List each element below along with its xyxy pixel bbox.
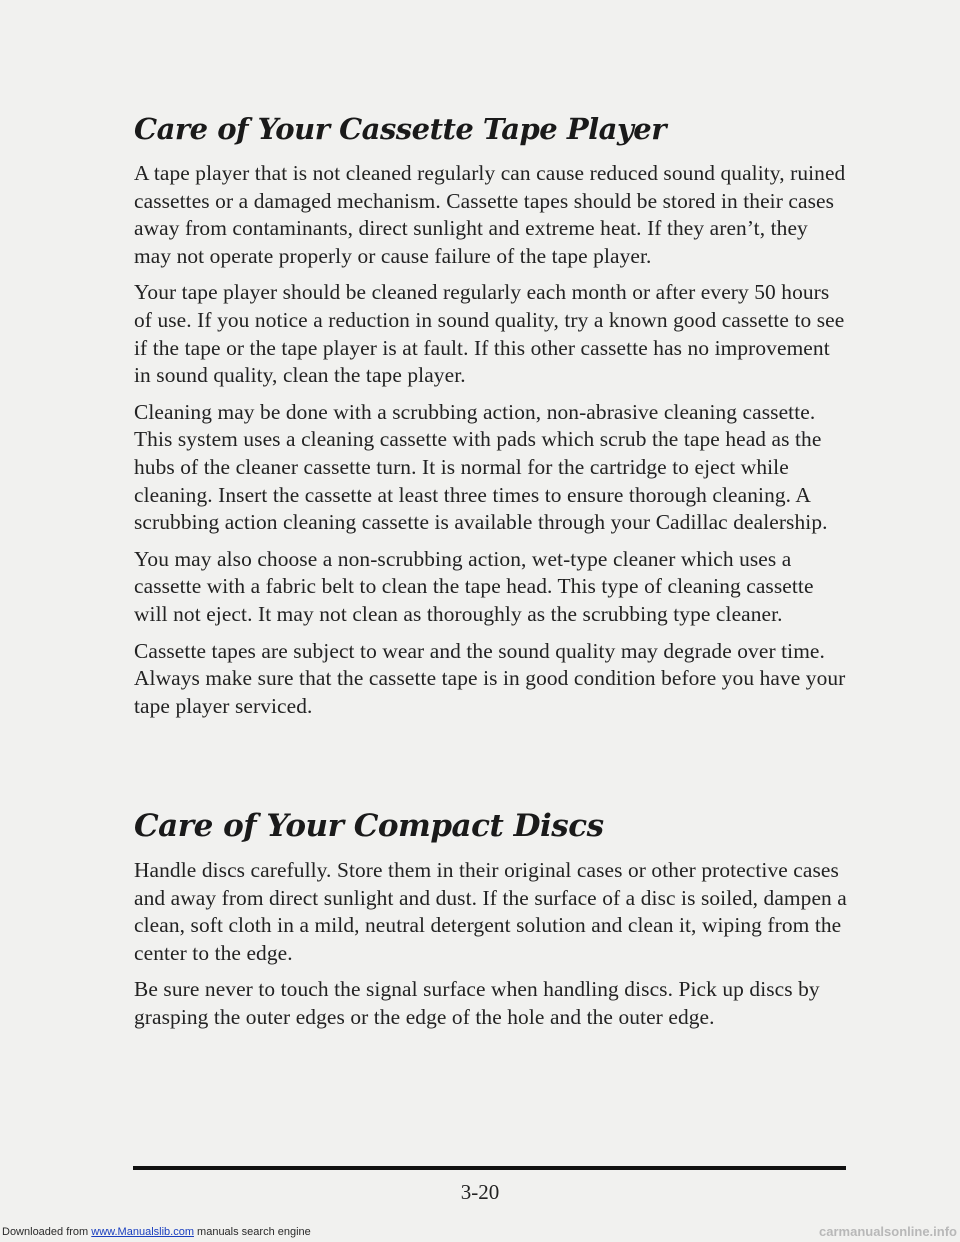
manualslib-link[interactable]: www.Manualslib.com bbox=[91, 1226, 194, 1238]
section-title-compact-disc-care: Care of Your Compact Discs bbox=[134, 808, 604, 844]
download-credit-suffix: manuals search engine bbox=[193, 1226, 311, 1238]
paragraph: You may also choose a non-scrubbing action, wet-type cleaner which uses a cassette with a fabric belt to clean the tape head. This type of cleaning cassette will not eject. It may not clean as thoroughly as the scrubbing type cleaner. bbox=[134, 546, 814, 626]
footer-divider bbox=[133, 1166, 846, 1170]
download-credit-prefix: Downloaded from bbox=[2, 1226, 92, 1238]
watermark: carmanualsonline.info bbox=[819, 1224, 957, 1239]
section-body-compact-disc-care bbox=[134, 857, 850, 1041]
paragraph: Be sure never to touch the signal surface when handling discs. Pick up discs by grasping the outer edges or the edge of the hole and the outer edge. bbox=[134, 977, 820, 1029]
paragraph: A tape player that is not cleaned regularly can cause reduced sound quality, ruined cassettes or a damaged mechanism. Cassette tapes should be stored in their cases away from contaminants, direct sunlight and extreme heat. If they aren’t, they may not operate properly or cause failure of the tape player. bbox=[134, 161, 846, 268]
section-title-cassette-care: Care of Your Cassette Tape Player bbox=[134, 112, 667, 146]
paragraph: Your tape player should be cleaned regularly each month or after every 50 hours of use. If you notice a reduction in sound quality, try a known good cassette to see if the tape or the tape player is at fault. If this other cassette has no improvement in sound quality, clean the tape player. bbox=[134, 280, 845, 388]
paragraph: Cassette tapes are subject to wear and the sound quality may degrade over time. Always make sure that the cassette tape is in good condition before you have your tape player serviced. bbox=[134, 638, 846, 718]
section-body-cassette-care bbox=[134, 160, 850, 729]
paragraph: Handle discs carefully. Store them in their original cases or other protective cases and away from direct sunlight and dust. If the surface of a disc is soiled, dampen a clean, soft cloth in a mild, neutral detergent solution and clean it, wiping from the center to the edge. bbox=[134, 858, 847, 965]
page-number: 3-20 bbox=[460, 1180, 500, 1204]
download-credit bbox=[2, 1226, 311, 1238]
paragraph: Cleaning may be done with a scrubbing action, non-abrasive cleaning cassette. This system uses a cleaning cassette with pads which scrub the tape head as the hubs of the cleaner cassette turn. It is normal for the cartridge to eject while cleaning. Insert the cassette at least three times to ensure thorough cleaning. A scrubbing action cleaning cassette is available through your Cadillac dealership. bbox=[134, 399, 828, 535]
